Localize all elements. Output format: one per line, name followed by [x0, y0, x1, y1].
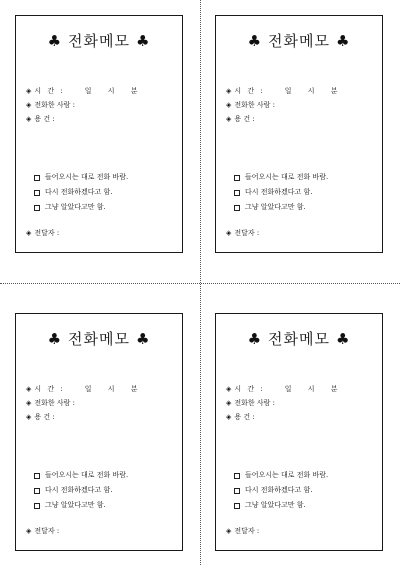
option-label: 그냥 알았다고만 함. [45, 501, 106, 509]
diamond-bullet-icon: ◈ [26, 399, 32, 407]
time-row [226, 382, 337, 396]
memo-options [234, 468, 328, 513]
option-label: 그냥 알았다고만 함. [45, 203, 106, 211]
subject-label: 용 건 : [234, 413, 255, 421]
option-label: 다시 전화하겠다고 함. [245, 188, 313, 196]
option-call-back [234, 468, 328, 483]
diamond-bullet-icon: ◈ [226, 413, 232, 421]
subject-label: 용 건 : [34, 115, 55, 123]
phone-memo-card-3 [15, 313, 183, 551]
diamond-bullet-icon: ◈ [26, 115, 32, 123]
memo-title-text: 전화메모 [68, 330, 130, 348]
receiver-label: 전달자 : [34, 229, 60, 237]
checkbox[interactable] [34, 175, 40, 181]
receiver-row [26, 228, 59, 238]
caller-label: 전화한 사람 : [34, 399, 76, 407]
diamond-bullet-icon: ◈ [226, 87, 232, 95]
phone-memo-card-2 [215, 15, 383, 253]
receiver-label: 전달자 : [34, 527, 60, 535]
time-units: 일 시 분 [84, 87, 138, 95]
subject-row [26, 410, 137, 424]
checkbox[interactable] [234, 175, 240, 181]
caller-row [226, 98, 337, 112]
option-acknowledged [234, 200, 328, 215]
option-acknowledged [234, 498, 328, 513]
option-label: 다시 전화하겠다고 함. [45, 486, 113, 494]
memo-options [234, 170, 328, 215]
option-call-back [34, 468, 128, 483]
memo-title [216, 328, 382, 349]
option-label: 다시 전화하겠다고 함. [245, 486, 313, 494]
club-icon: ♣ [335, 32, 351, 50]
club-icon: ♣ [247, 330, 263, 348]
time-units: 일 시 분 [284, 385, 338, 393]
caller-label: 전화한 사람 : [234, 101, 276, 109]
option-will-call-again [234, 185, 328, 200]
diamond-bullet-icon: ◈ [26, 527, 32, 535]
time-label: 시 간 : [234, 385, 265, 393]
checkbox[interactable] [34, 205, 40, 211]
option-will-call-again [34, 185, 128, 200]
receiver-label: 전달자 : [234, 229, 260, 237]
receiver-row [226, 228, 259, 238]
memo-fields [226, 382, 337, 424]
diamond-bullet-icon: ◈ [226, 115, 232, 123]
time-label: 시 간 : [234, 87, 265, 95]
option-will-call-again [234, 483, 328, 498]
club-icon: ♣ [47, 32, 63, 50]
option-will-call-again [34, 483, 128, 498]
option-label: 들어오시는 대로 전화 바람. [45, 471, 129, 479]
caller-label: 전화한 사람 : [234, 399, 276, 407]
option-call-back [234, 170, 328, 185]
checkbox[interactable] [234, 473, 240, 479]
memo-options [34, 468, 128, 513]
checkbox[interactable] [234, 503, 240, 509]
receiver-label: 전달자 : [234, 527, 260, 535]
subject-row [226, 112, 337, 126]
checkbox[interactable] [34, 190, 40, 196]
club-icon: ♣ [135, 330, 151, 348]
time-units: 일 시 분 [284, 87, 338, 95]
option-call-back [34, 170, 128, 185]
option-label: 들어오시는 대로 전화 바람. [245, 173, 329, 181]
option-acknowledged [34, 498, 128, 513]
time-row [26, 382, 137, 396]
diamond-bullet-icon: ◈ [26, 229, 32, 237]
caller-row [26, 98, 137, 112]
subject-label: 용 건 : [34, 413, 55, 421]
diamond-bullet-icon: ◈ [26, 87, 32, 95]
memo-title-text: 전화메모 [68, 32, 130, 50]
memo-options [34, 170, 128, 215]
caller-row [226, 396, 337, 410]
memo-title [216, 30, 382, 51]
time-label: 시 간 : [34, 385, 65, 393]
subject-row [226, 410, 337, 424]
diamond-bullet-icon: ◈ [226, 101, 232, 109]
diamond-bullet-icon: ◈ [226, 385, 232, 393]
diamond-bullet-icon: ◈ [226, 399, 232, 407]
memo-title [16, 328, 182, 349]
memo-title-text: 전화메모 [268, 32, 330, 50]
caller-label: 전화한 사람 : [34, 101, 76, 109]
option-label: 들어오시는 대로 전화 바람. [45, 173, 129, 181]
horizontal-cut-line [0, 283, 400, 284]
diamond-bullet-icon: ◈ [26, 101, 32, 109]
receiver-row [226, 526, 259, 536]
option-label: 들어오시는 대로 전화 바람. [245, 471, 329, 479]
time-row [226, 84, 337, 98]
checkbox[interactable] [234, 190, 240, 196]
club-icon: ♣ [247, 32, 263, 50]
checkbox[interactable] [34, 488, 40, 494]
checkbox[interactable] [234, 488, 240, 494]
option-label: 그냥 알았다고만 함. [245, 501, 306, 509]
time-units: 일 시 분 [84, 385, 138, 393]
checkbox[interactable] [34, 473, 40, 479]
checkbox[interactable] [34, 503, 40, 509]
caller-row [26, 396, 137, 410]
club-icon: ♣ [47, 330, 63, 348]
memo-fields [26, 382, 137, 424]
diamond-bullet-icon: ◈ [26, 385, 32, 393]
time-row [26, 84, 137, 98]
memo-fields [26, 84, 137, 126]
phone-memo-card-1 [15, 15, 183, 253]
memo-fields [226, 84, 337, 126]
phone-memo-card-4 [215, 313, 383, 551]
club-icon: ♣ [335, 330, 351, 348]
option-label: 그냥 알았다고만 함. [245, 203, 306, 211]
option-label: 다시 전화하겠다고 함. [45, 188, 113, 196]
club-icon: ♣ [135, 32, 151, 50]
diamond-bullet-icon: ◈ [226, 527, 232, 535]
option-acknowledged [34, 200, 128, 215]
diamond-bullet-icon: ◈ [26, 413, 32, 421]
time-label: 시 간 : [34, 87, 65, 95]
subject-label: 용 건 : [234, 115, 255, 123]
memo-title-text: 전화메모 [268, 330, 330, 348]
memo-title [16, 30, 182, 51]
receiver-row [26, 526, 59, 536]
diamond-bullet-icon: ◈ [226, 229, 232, 237]
checkbox[interactable] [234, 205, 240, 211]
subject-row [26, 112, 137, 126]
